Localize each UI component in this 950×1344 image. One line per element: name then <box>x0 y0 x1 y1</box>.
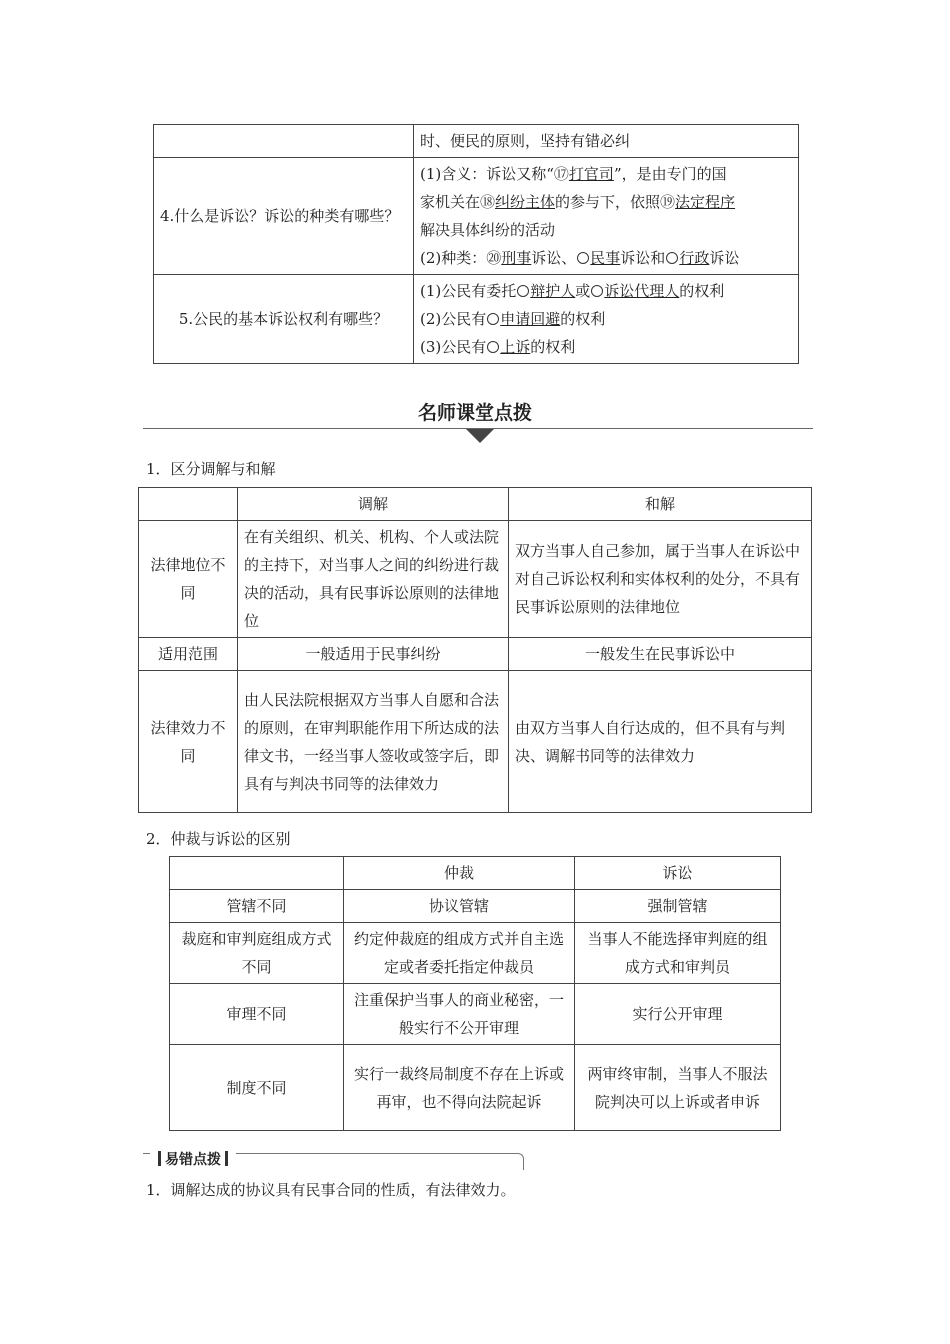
text: ”，是由专门的国 <box>613 165 727 183</box>
text: 解决具体纠纷的活动 <box>420 221 556 239</box>
text: 诉讼 <box>709 249 740 267</box>
table-cell: 由人民法院根据双方当事人自愿和合法的原则，在审判职能作用下所达成的法律文书，一经当事人签收或签字后，即具有与判决书同等的法律效力 <box>238 671 509 813</box>
header-cell: 调解 <box>238 488 509 521</box>
bar-icon <box>225 1151 228 1166</box>
table-cell: 约定仲裁庭的组成方式并自主选定或者委托指定仲裁员 <box>344 923 575 984</box>
row-label: 审理不同 <box>170 984 344 1045</box>
answer-5 <box>414 275 799 364</box>
answer-4 <box>414 158 799 275</box>
row-label: 制度不同 <box>170 1045 344 1131</box>
table-header-row <box>170 857 781 890</box>
header-cell: 诉讼 <box>575 857 781 890</box>
error-tip-label <box>150 1149 236 1169</box>
table-cell <box>414 125 799 158</box>
text: (2)种类：⑳ <box>420 249 502 267</box>
table-cell: 由双方当事人自行达成的，但不具有与判决、调解书同等的法律效力 <box>509 671 812 813</box>
table-cell: 实行公开审理 <box>575 984 781 1045</box>
answer-blank: 诉讼代理人 <box>604 282 680 300</box>
text: (3)公民有 <box>420 338 487 356</box>
heading-1: 1．区分调解与和解 <box>146 460 276 478</box>
text: 的权利 <box>679 282 725 300</box>
text: 的权利 <box>560 310 606 328</box>
table-row <box>139 671 812 813</box>
row-label: 法律地位不同 <box>139 521 238 638</box>
circle-number-icon <box>487 341 499 353</box>
circle-number-icon <box>591 285 603 297</box>
table-cell: 两审终审制，当事人不服法院判决可以上诉或者申诉 <box>575 1045 781 1131</box>
row-label: 法律效力不同 <box>139 671 238 813</box>
table-cell: 在有关组织、机关、机构、个人或法院的主持下，对当事人之间的纠纷进行裁决的活动，具有民事诉讼原则的法律地位 <box>238 521 509 638</box>
top-knowledge-table <box>153 124 799 364</box>
section-title: 名师课堂点拨 <box>417 402 532 424</box>
mediation-reconciliation-table <box>138 487 812 813</box>
table-cell <box>154 125 414 158</box>
row-label: 裁庭和审判庭组成方式不同 <box>170 923 344 984</box>
answer-blank: 上诉 <box>500 338 531 356</box>
table-row <box>170 1045 781 1131</box>
header-cell <box>139 488 238 521</box>
text: 诉讼、 <box>531 249 577 267</box>
answer-blank: 法定程序 <box>675 193 736 211</box>
circle-number-icon <box>517 285 529 297</box>
table-cell: 实行一裁终局制度不存在上诉或再审，也不得向法院起诉 <box>344 1045 575 1131</box>
answer-blank: 打官司 <box>568 165 614 183</box>
text: 的参与下，依照⑲ <box>555 193 676 211</box>
answer-blank: 申请回避 <box>500 310 561 328</box>
circle-number-icon <box>666 252 678 264</box>
table-cell: 强制管辖 <box>575 890 781 923</box>
table-cell: 一般发生在民事诉讼中 <box>509 638 812 671</box>
text: (1)公民有委托 <box>420 282 517 300</box>
header-cell: 仲裁 <box>344 857 575 890</box>
table-row <box>170 923 781 984</box>
text: 或 <box>575 282 591 300</box>
question-4: 4.什么是诉讼？诉讼的种类有哪些？ <box>154 158 414 275</box>
question-5: 5.公民的基本诉讼权利有哪些？ <box>154 275 414 364</box>
text: 的权利 <box>530 338 576 356</box>
row-label: 适用范围 <box>139 638 238 671</box>
text: 诉讼和 <box>620 249 666 267</box>
table-row <box>170 890 781 923</box>
heading-2: 2．仲裁与诉讼的区别 <box>146 830 291 848</box>
table-row <box>139 521 812 638</box>
table-cell: 注重保护当事人的商业秘密，一般实行不公开审理 <box>344 984 575 1045</box>
cell-text: 时、便民的原则，坚持有错必纠 <box>420 132 631 150</box>
text: 家机关在⑱ <box>420 193 496 211</box>
answer-blank: 行政 <box>679 249 710 267</box>
table-row <box>139 638 812 671</box>
table-row <box>154 125 799 158</box>
table-header-row <box>139 488 812 521</box>
answer-blank: 纠纷主体 <box>495 193 556 211</box>
error-tip-title: 易错点拨 <box>165 1152 221 1168</box>
text: (2)公民有 <box>420 310 487 328</box>
table-cell: 双方当事人自己参加，属于当事人在诉讼中对自己诉讼权利和实体权利的处分，不具有民事诉讼原则的法律地位 <box>509 521 812 638</box>
table-row <box>154 158 799 275</box>
table-row <box>170 984 781 1045</box>
answer-blank: 民事 <box>590 249 621 267</box>
table-cell: 一般适用于民事纠纷 <box>238 638 509 671</box>
text: (1)含义：诉讼又称“⑰ <box>420 165 569 183</box>
header-cell: 和解 <box>509 488 812 521</box>
arbitration-litigation-table <box>169 856 781 1131</box>
triangle-down-icon <box>466 429 494 443</box>
row-label: 管辖不同 <box>170 890 344 923</box>
table-cell: 当事人不能选择审判庭的组成方式和审判员 <box>575 923 781 984</box>
header-cell <box>170 857 344 890</box>
table-row <box>154 275 799 364</box>
circle-number-icon <box>487 313 499 325</box>
error-tip-item: 1．调解达成的协议具有民事合同的性质，有法律效力。 <box>146 1181 516 1199</box>
table-cell: 协议管辖 <box>344 890 575 923</box>
answer-blank: 刑事 <box>501 249 532 267</box>
answer-blank: 辩护人 <box>530 282 576 300</box>
circle-number-icon <box>577 252 589 264</box>
bar-icon <box>158 1151 161 1166</box>
